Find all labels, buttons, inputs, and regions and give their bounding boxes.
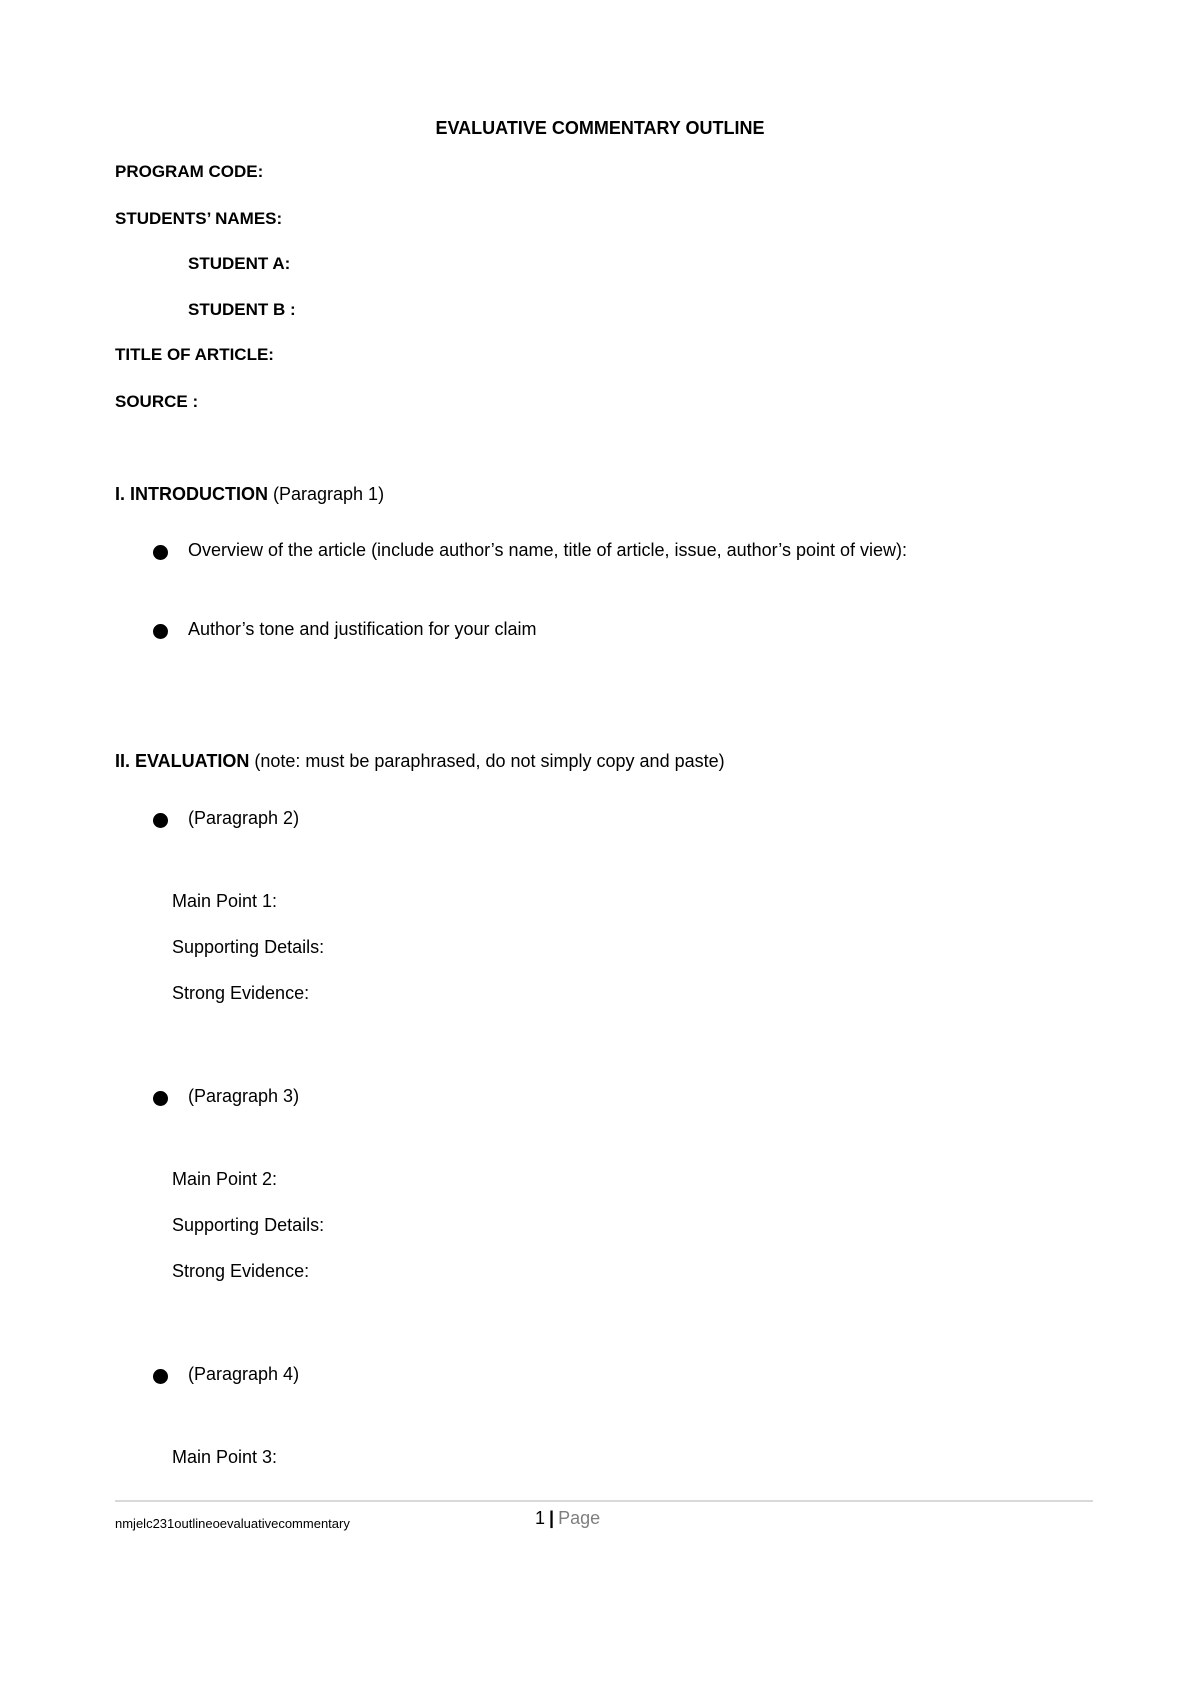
- bullet-icon: [153, 545, 168, 560]
- intro-bullet-tone: Author’s tone and justification for your claim: [188, 619, 537, 639]
- program-code-label: PROGRAM CODE:: [115, 162, 264, 181]
- introduction-heading-bold: I. INTRODUCTION: [115, 484, 273, 504]
- student-a-label: STUDENT A:: [188, 254, 291, 273]
- paragraph-2-label: (Paragraph 2): [188, 808, 300, 828]
- strong-evidence-1-label: Strong Evidence:: [172, 983, 310, 1003]
- bullet-icon: [153, 624, 168, 639]
- main-point-3-label: Main Point 3:: [172, 1447, 278, 1467]
- paragraph-3-label: (Paragraph 3): [188, 1086, 300, 1106]
- footer-divider: [115, 1500, 1093, 1502]
- paragraph-4-label: (Paragraph 4): [188, 1364, 300, 1384]
- document-title: EVALUATIVE COMMENTARY OUTLINE: [435, 118, 765, 138]
- main-point-2-label: Main Point 2:: [172, 1169, 278, 1189]
- title-of-article-label: TITLE OF ARTICLE:: [115, 345, 274, 364]
- main-point-1-label: Main Point 1:: [172, 891, 278, 911]
- student-b-label: STUDENT B :: [188, 300, 296, 319]
- intro-bullet-overview: Overview of the article (include author’s name, title of article, issue, author’s point of view):: [188, 540, 908, 560]
- evaluation-heading-bold: II. EVALUATION: [115, 751, 255, 771]
- bullet-icon: [153, 1369, 168, 1384]
- students-names-label: STUDENTS’ NAMES:: [115, 209, 283, 228]
- bullet-icon: [153, 1091, 168, 1106]
- supporting-details-2-label: Supporting Details:: [172, 1215, 325, 1235]
- footer-page-indicator: [535, 1508, 600, 1529]
- introduction-heading: [115, 484, 384, 505]
- introduction-heading-rest: (Paragraph 1): [273, 484, 385, 504]
- source-label: SOURCE :: [115, 392, 199, 411]
- footer-page-number: 1: [535, 1508, 546, 1528]
- strong-evidence-2-label: Strong Evidence:: [172, 1261, 310, 1281]
- evaluation-heading-rest: (note: must be paraphrased, do not simply copy and paste): [254, 751, 725, 771]
- footer-separator: |: [549, 1508, 555, 1528]
- evaluation-heading: [115, 751, 725, 772]
- supporting-details-1-label: Supporting Details:: [172, 937, 325, 957]
- footer-page-label: Page: [558, 1508, 601, 1528]
- bullet-icon: [153, 813, 168, 828]
- footer-filename: nmjelc231outlineoevaluativecommentary: [115, 1516, 350, 1531]
